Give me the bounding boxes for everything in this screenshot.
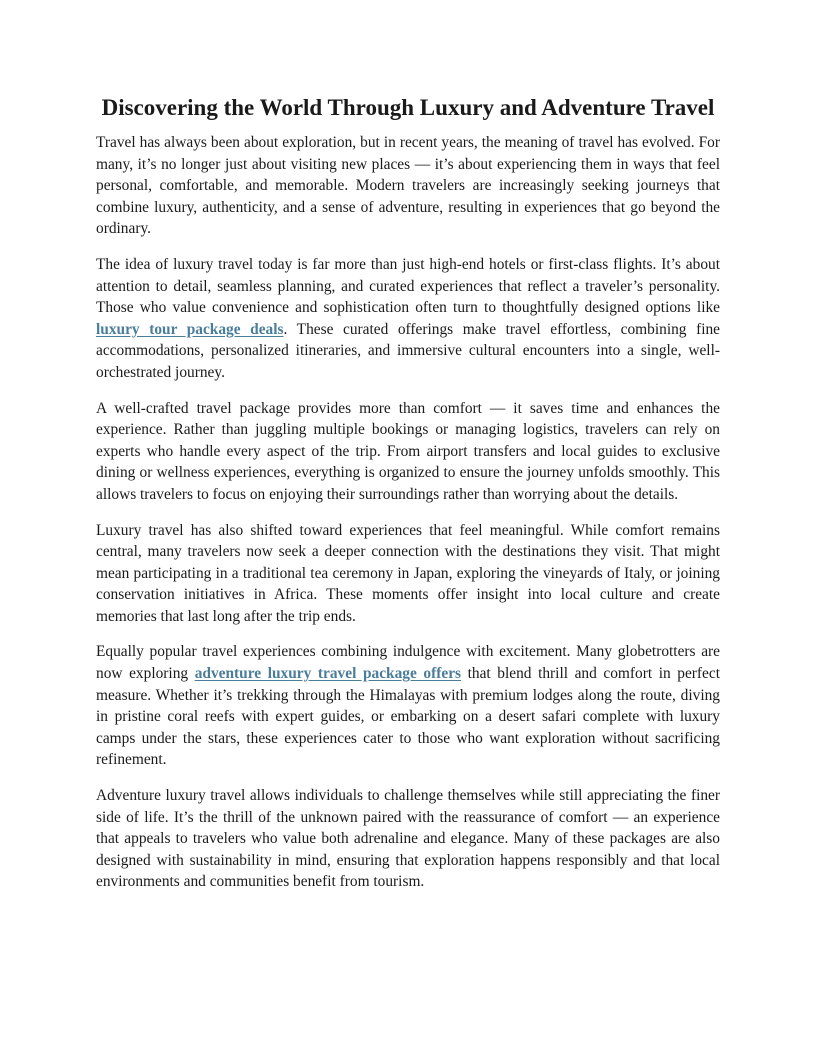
paragraph-adventure-luxury: Adventure luxury travel allows individuals to challenge themselves while still appreciating the finer side of life. It’s the thrill of the unknown paired with the reassurance of comfort — an experience that appeals to travelers who value both adrenaline and elegance. Many of these packages are also designed with sustainability in mind, ensuring that exploration happens responsibly and that local environments and communities benefit from tourism.: [96, 787, 720, 891]
adventure-luxury-travel-package-offers-link[interactable]: adventure luxury travel package offers: [194, 665, 462, 683]
paragraph-text: . These curated offerings make travel effortless, combining fine accommodations, personalized itineraries, and immersive cultural encounters into a single, well-orchestrated journey.: [96, 320, 720, 381]
paragraph-meaningful-experiences: Luxury travel has also shifted toward experiences that feel meaningful. While comfort remains central, many travelers now seek a deeper connection with the destinations they visit. That might mean participating in a traditional tea ceremony in Japan, exploring the vineyards of Italy, or joining conservation initiatives in Africa. These moments offer insight into local culture and create memories that last long after the trip ends.: [96, 521, 720, 625]
document-page: [96, 92, 720, 907]
page-title: Discovering the World Through Luxury and Adventure Travel: [101, 95, 715, 120]
paragraph-luxury-travel: [96, 254, 720, 384]
paragraph-text: that blend thrill and comfort in perfect measure. Whether it’s trekking through the Himalayas with premium lodges along the route, diving in pristine coral reefs with expert guides, or embarking on a desert safari complete with luxury camps under the stars, these experiences cater to those who want exploration without sacrificing refinement.: [96, 665, 720, 769]
paragraph-text: The idea of luxury travel today is far more than just high-end hotels or first-class flights. It’s about attention to detail, seamless planning, and curated experiences that reflect a traveler’s personality. Those who value convenience and sophistication often turn to thoughtfully designed options like: [96, 255, 720, 317]
paragraph-travel-package: A well-crafted travel package provides more than comfort — it saves time and enhances the experience. Rather than juggling multiple bookings or managing logistics, travelers can rely on experts who handle every aspect of the trip. From airport transfers and local guides to exclusive dining or wellness experiences, everything is organized to ensure the journey unfolds smoothly. This allows travelers to focus on enjoying their surroundings rather than worrying about the details.: [96, 399, 720, 503]
paragraph-text: Equally popular travel experiences combining indulgence with excitement. Many globetrotters are now exploring: [96, 643, 720, 683]
paragraph-adventure: [96, 641, 720, 771]
paragraph-intro: Travel has always been about exploration, but in recent years, the meaning of travel has evolved. For many, it’s no longer just about visiting new places — it’s about experiencing them in ways that feel personal, comfortable, and memorable. Modern travelers are increasingly seeking journeys that combine luxury, authenticity, and a sense of adventure, resulting in experiences that go beyond the ordinary.: [96, 134, 720, 238]
luxury-tour-package-deals-link[interactable]: luxury tour package deals: [96, 320, 284, 338]
